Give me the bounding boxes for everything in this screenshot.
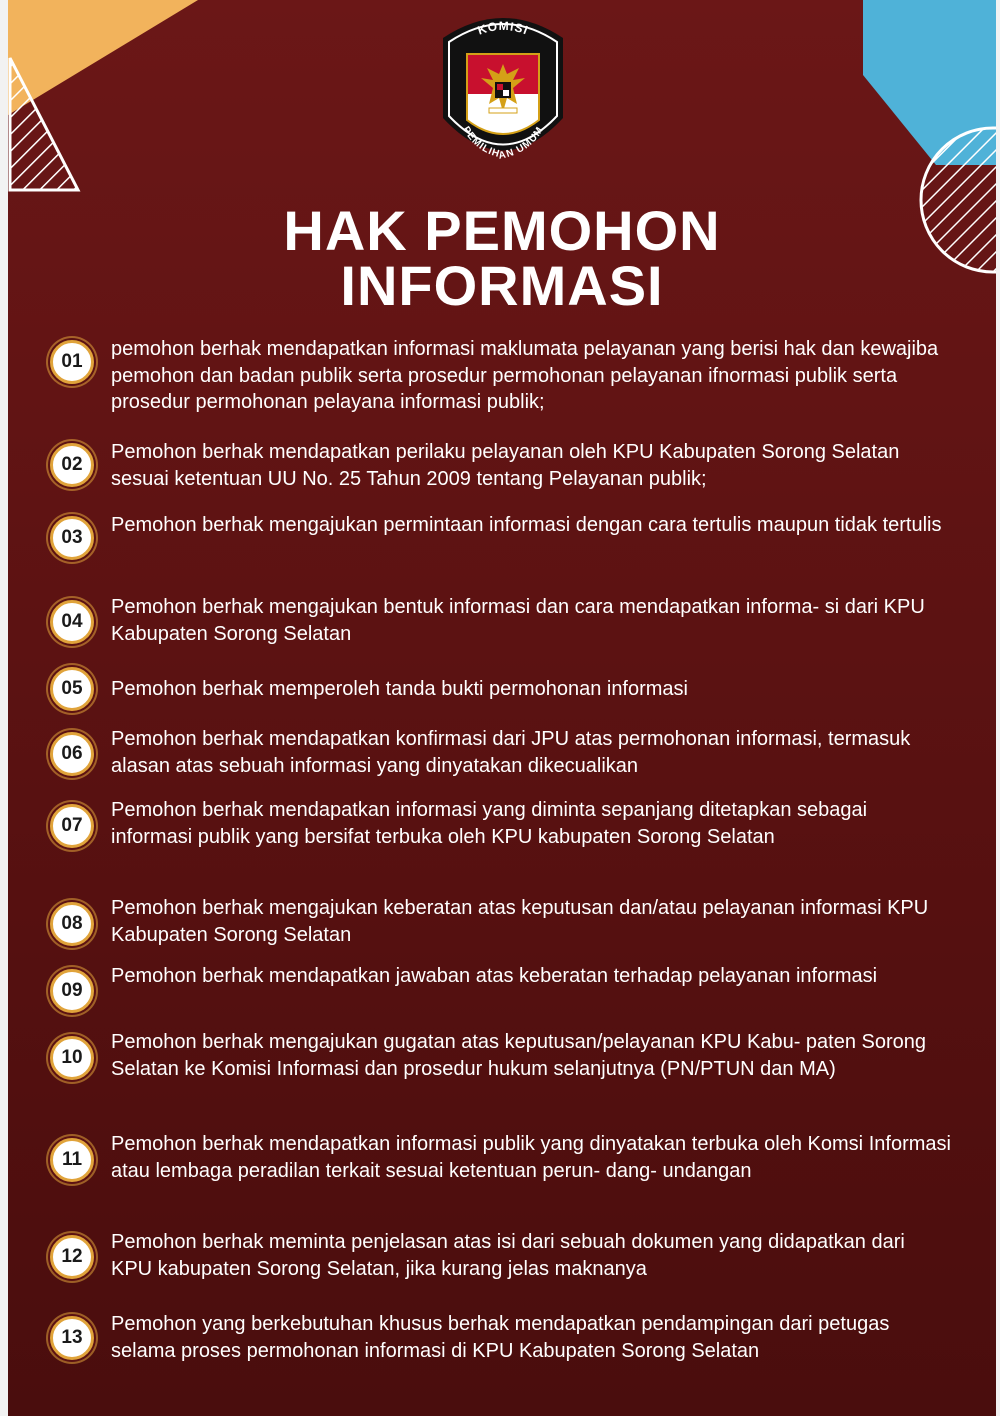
number-badge: 06	[50, 732, 94, 776]
item-text: Pemohon berhak mengajukan permintaan informasi dengan cara tertulis maupun tidak tertulis	[111, 514, 942, 536]
orange-triangle-shape	[8, 0, 198, 115]
item-text: Pemohon berhak memperoleh tanda bukti permohonan informasi	[111, 678, 689, 700]
number-badge: 02	[50, 443, 94, 487]
number-badge: 07	[50, 804, 94, 848]
item-text: Pemohon berhak mendapatkan konfirmasi dari JPU atas permohonan informasi, termasuk alasan atas sebuah informasi yang dinyatakan dikecualikan	[111, 728, 911, 777]
logo-top-text: KOMISI	[475, 18, 531, 38]
number-badge: 08	[50, 902, 94, 946]
number-badge: 13	[50, 1316, 94, 1360]
number-badge: 01	[50, 340, 94, 384]
number-badge: 12	[50, 1235, 94, 1279]
item-text: Pemohon berhak mengajukan gugatan atas keputusan/pelayanan KPU Kabu- paten Sorong Selatan ke Komisi Informasi dan prosedur hukum selanjutnya (PN/PTUN dan MA)	[111, 1031, 927, 1080]
poster	[8, 0, 996, 1416]
kpu-logo	[433, 8, 573, 168]
number-badge: 11	[50, 1138, 94, 1182]
item-text: Pemohon berhak mendapatkan jawaban atas keberatan terhadap pelayanan informasi	[111, 965, 878, 987]
number-badge: 09	[50, 969, 94, 1013]
logo-bottom-text: PEMILIHAN UMUM	[460, 124, 546, 162]
number-badge: 03	[50, 516, 94, 560]
item-text: Pemohon berhak mengajukan keberatan atas keputusan dan/atau pelayanan informasi KPU Kabupaten Sorong Selatan	[111, 897, 929, 946]
number-badge: 04	[50, 600, 94, 644]
item-text: pemohon berhak mendapatkan informasi maklumata pelayanan yang berisi hak dan kewajiba pemohon dan badan publik serta prosedur permohonan pelayanan ifnormasi publik serta prosedur permohonan pelayana informasi publik;	[111, 338, 939, 413]
item-text: Pemohon berhak mendapatkan informasi yang diminta sepanjang ditetapkan sebagai informasi publik yang bersifat terbuka oleh KPU kabupaten Sorong Selatan	[111, 799, 868, 848]
item-text: Pemohon berhak mendapatkan perilaku pelayanan oleh KPU Kabupaten Sorong Selatan sesuai ketentuan UU No. 25 Tahun 2009 tentang Pelayanan publik;	[111, 441, 900, 490]
title-line-1: HAK PEMOHON	[283, 199, 721, 262]
title-line-2: INFORMASI	[340, 254, 664, 317]
number-badge: 05	[50, 667, 94, 711]
number-badge: 10	[50, 1036, 94, 1080]
item-text: Pemohon berhak meminta penjelasan atas isi dari sebuah dokumen yang didapatkan dari KPU kabupaten Sorong Selatan, jika kurang jelas maknanya	[111, 1231, 905, 1280]
item-text: Pemohon yang berkebutuhan khusus berhak mendapatkan pendampingan dari petugas selama proses permohonan informasi di KPU Kabupaten Sorong Selatan	[111, 1313, 890, 1362]
item-text: Pemohon berhak mendapatkan informasi publik yang dinyatakan terbuka oleh Komsi Informasi atau lembaga peradilan terkait sesuai ketentuan perun- dang- undangan	[111, 1133, 951, 1182]
item-text: Pemohon berhak mengajukan bentuk informasi dan cara mendapatkan informa- si dari KPU Kabupaten Sorong Selatan	[111, 596, 925, 645]
